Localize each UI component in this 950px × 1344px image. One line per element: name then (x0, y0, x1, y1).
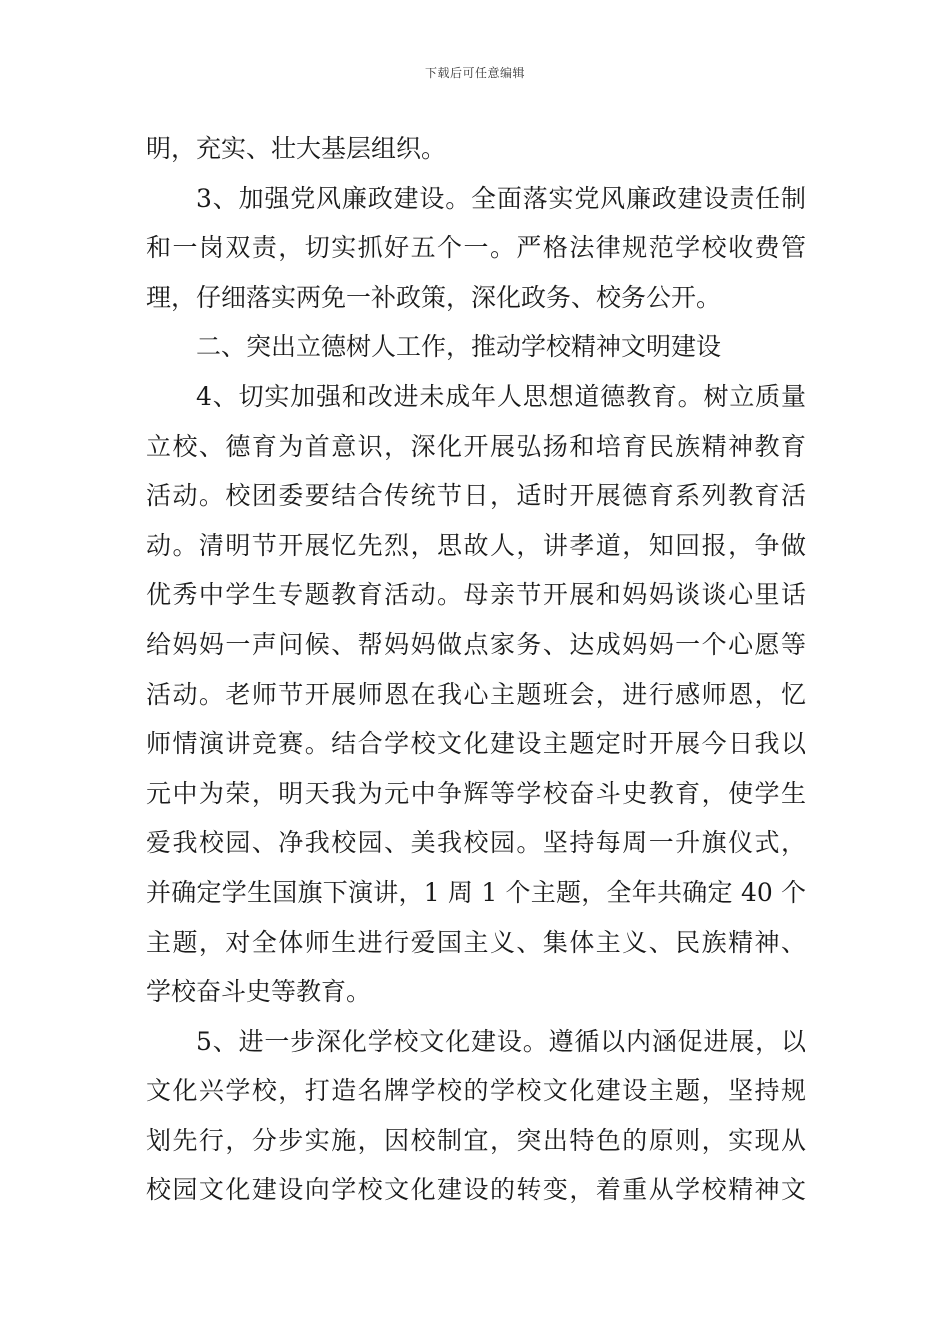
section-heading-2 (146, 322, 806, 372)
text-line: 3、加强党风廉政建设。全面落实党风廉政建设责任制 (196, 183, 806, 213)
text-line: 优秀中学生专题教育活动。母亲节开展和妈妈谈谈心里话 (146, 580, 806, 610)
text-line: 划先行，分步实施，因校制宜，突出特色的原则，实现从 (146, 1125, 806, 1155)
text-line: 二、突出立德树人工作，推动学校精神文明建设 (196, 332, 722, 362)
text-line: 立校、德育为首意识，深化开展弘扬和培育民族精神教育 (146, 431, 806, 461)
text-line: 理，仔细落实两免一补政策，深化政务、校务公开。 (146, 282, 722, 312)
paragraph-item-4 (146, 372, 806, 1017)
paragraph-continuation (146, 124, 806, 174)
text-line: 文化兴学校，打造名牌学校的学校文化建设主题，坚持规 (146, 1076, 806, 1106)
text-line: 4、切实加强和改进未成年人思想道德教育。树立质量 (196, 381, 806, 411)
text-line: 爱我校园、净我校园、美我校园。坚持每周一升旗仪式， (146, 828, 806, 858)
paragraph-item-3 (146, 174, 806, 323)
text-line: 校园文化建设向学校文化建设的转变，着重从学校精神文 (146, 1175, 806, 1205)
text-line: 5、进一步深化学校文化建设。遵循以内涵促进展，以 (196, 1026, 806, 1056)
text-line: 活动。老师节开展师恩在我心主题班会，进行感师恩，忆 (146, 679, 806, 709)
text-line: 活动。校团委要结合传统节日，适时开展德育系列教育活 (146, 481, 806, 511)
text-line: 给妈妈一声问候、帮妈妈做点家务、达成妈妈一个心愿等 (146, 629, 806, 659)
text-line: 和一岗双责，切实抓好五个一。严格法律规范学校收费管 (146, 233, 806, 263)
paragraph-item-5 (146, 1017, 806, 1215)
text-line: 师情演讲竞赛。结合学校文化建设主题定时开展今日我以 (146, 729, 806, 759)
text-line: 主题，对全体师生进行爱国主义、集体主义、民族精神、 (146, 927, 806, 957)
text-line: 动。清明节开展忆先烈，思故人，讲孝道，知回报，争做 (146, 530, 806, 560)
text-line: 学校奋斗史等教育。 (146, 977, 372, 1007)
page-header: 下载后可任意编辑 (424, 66, 525, 80)
text-line: 元中为荣，明天我为元中争辉等学校奋斗史教育，使学生 (146, 778, 806, 808)
document-body (146, 124, 806, 1215)
text-line: 并确定学生国旗下演讲，1 周 1 个主题，全年共确定 40 个 (146, 877, 806, 907)
text-line: 明，充实、壮大基层组织。 (146, 134, 447, 163)
